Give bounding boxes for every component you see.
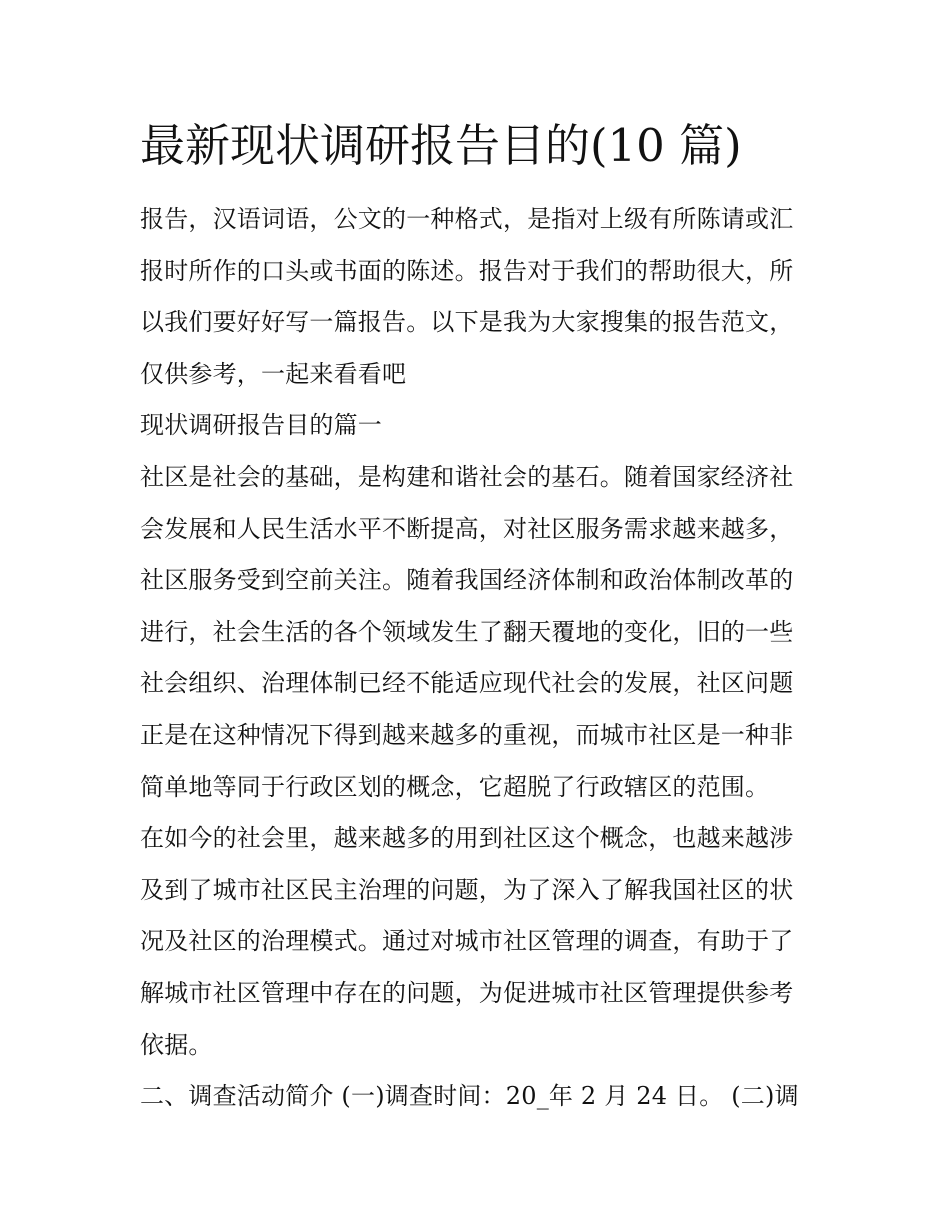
body-line: 会发展和人民生活水平不断提高，对社区服务需求越来越多， xyxy=(140,514,794,543)
body-line: 依据。 xyxy=(140,1030,213,1059)
section-heading: 现状调研报告目的篇一 xyxy=(140,411,382,440)
document-body xyxy=(140,194,812,1123)
document-title: 最新现状调研报告目的(10 篇) xyxy=(140,119,742,172)
body-line: 以我们要好好写一篇报告。以下是我为大家搜集的报告范文， xyxy=(140,308,794,337)
body-line: 正是在这种情况下得到越来越多的重视，而城市社区是一种非 xyxy=(140,720,794,749)
body-line: 社区服务受到空前关注。随着我国经济体制和政治体制改革的 xyxy=(140,566,794,595)
body-line: 二、调查活动简介 (一)调查时间：20_年 2 月 24 日。 (二)调 xyxy=(140,1082,799,1111)
body-line: 在如今的社会里，越来越多的用到社区这个概念，也越来越涉 xyxy=(140,824,794,853)
body-line: 进行，社会生活的各个领域发生了翻天覆地的变化，旧的一些 xyxy=(140,617,794,646)
body-line: 简单地等同于行政区划的概念，它超脱了行政辖区的范围。 xyxy=(140,772,770,801)
body-line: 及到了城市社区民主治理的问题，为了深入了解我国社区的状 xyxy=(140,875,794,904)
body-line: 况及社区的治理模式。通过对城市社区管理的调查，有助于了 xyxy=(140,927,794,956)
body-line: 报告，汉语词语，公文的一种格式，是指对上级有所陈请或汇 xyxy=(140,205,794,233)
body-line: 仅供参考，一起来看看吧 xyxy=(140,359,407,388)
body-line: 社区是社会的基础，是构建和谐社会的基石。随着国家经济社 xyxy=(140,462,794,491)
body-line: 报时所作的口头或书面的陈述。报告对于我们的帮助很大，所 xyxy=(140,256,794,285)
body-line: 社会组织、治理体制已经不能适应现代社会的发展，社区问题 xyxy=(140,669,794,698)
body-line: 解城市社区管理中存在的问题，为促进城市社区管理提供参考 xyxy=(140,978,794,1007)
